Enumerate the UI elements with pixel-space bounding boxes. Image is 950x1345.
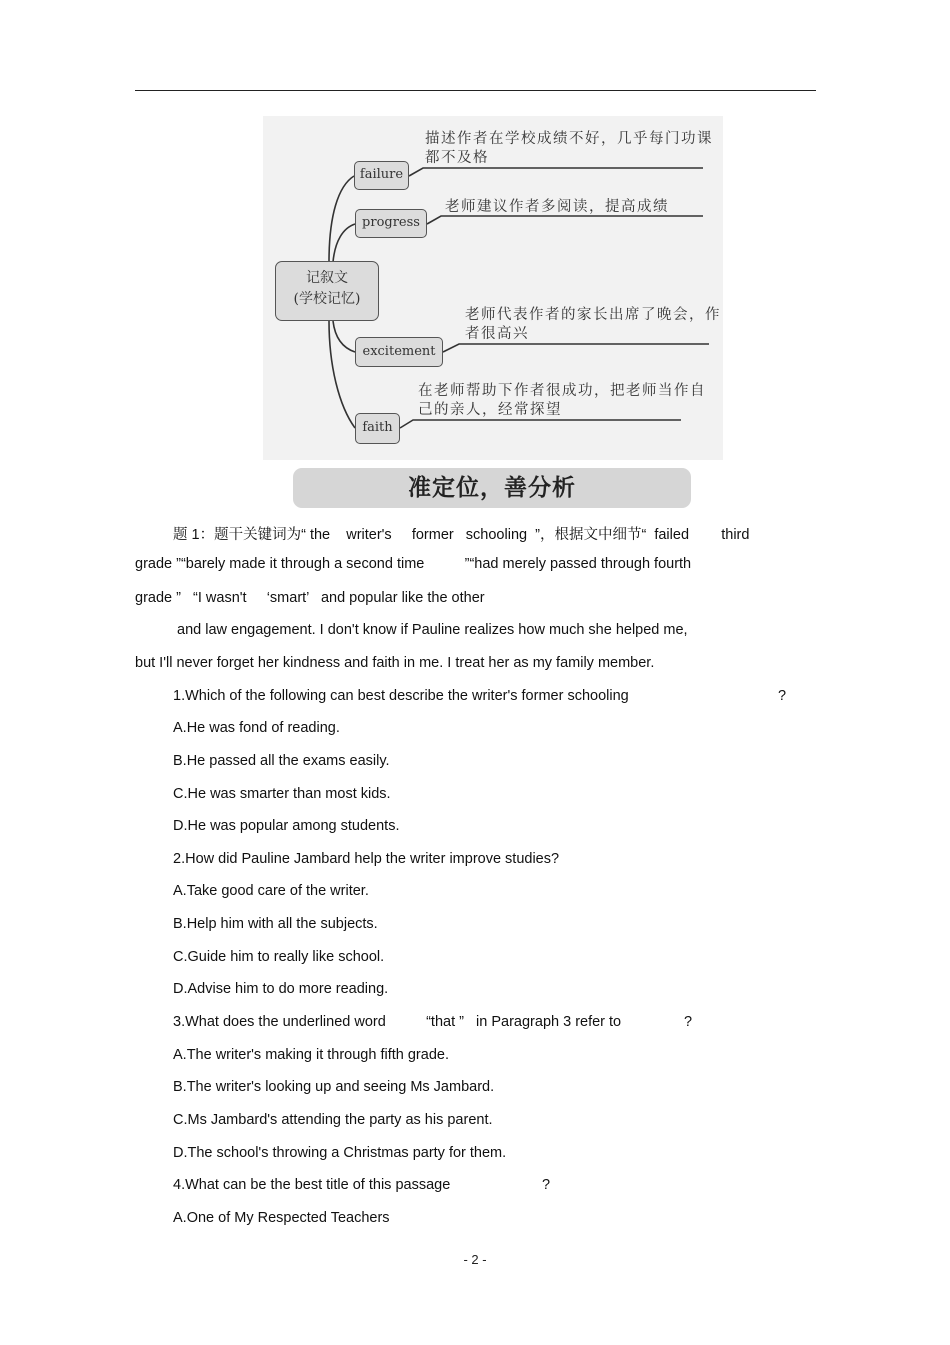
question-3-option-d: D.The school's throwing a Christmas party for them. (173, 1145, 507, 1161)
connector-faith (329, 321, 355, 428)
question-3-option-a: A.The writer's making it through fifth grade. (173, 1047, 449, 1063)
question-3-option-b: B.The writer's looking up and seeing Ms Jambard. (173, 1079, 495, 1095)
note-failure: 描述作者在学校成绩不好，几乎每门功课都不及格 (425, 131, 713, 166)
question-1-stem: 1.Which of the following can best describe the writer's former schooling (173, 688, 629, 704)
center-subtitle: (学校记忆) (293, 291, 361, 307)
underline-progress (427, 216, 703, 224)
question-2-option-b: B.Help him with all the subjects. (173, 916, 378, 932)
analysis-line-1: 题 1：题干关键词为“ the writer's former schooling ”，根据文中细节“ failed third (173, 527, 750, 543)
page-number: - 2 - (463, 1252, 487, 1267)
question-3-mark: ? (684, 1014, 693, 1030)
underline-faith (400, 420, 681, 428)
question-1-option-d: D.He was popular among students. (173, 818, 400, 834)
branch-failure: failure (354, 161, 409, 190)
note-progress: 老师建议作者多阅读，提高成绩 (445, 199, 669, 215)
header-rule (135, 90, 816, 91)
question-2-option-d: D.Advise him to do more reading. (173, 981, 389, 997)
analysis-line-2: grade ”“barely made it through a second time ”“had merely passed through fourth (135, 556, 692, 572)
question-4-mark: ? (542, 1177, 551, 1193)
question-3-option-c: C.Ms Jambard's attending the party as his parent. (173, 1112, 493, 1128)
question-1-option-a: A.He was fond of reading. (173, 720, 340, 736)
question-4-stem: 4.What can be the best title of this passage (173, 1177, 451, 1193)
connector-progress (333, 224, 355, 262)
question-1-option-c: C.He was smarter than most kids. (173, 786, 391, 802)
branch-progress: progress (355, 209, 427, 238)
branch-faith: faith (355, 413, 400, 444)
question-2-option-a: A.Take good care of the writer. (173, 883, 369, 899)
center-node (275, 261, 379, 321)
question-1-option-b: B.He passed all the exams easily. (173, 753, 390, 769)
passage-line-2: but I'll never forget her kindness and faith in me. I treat her as my family member. (135, 655, 655, 671)
mind-map-figure (263, 116, 723, 460)
connector-excitement (333, 321, 355, 352)
center-title: 记叙文 (306, 270, 348, 286)
note-excitement: 老师代表作者的家长出席了晚会，作者很高兴 (465, 307, 721, 342)
passage-line-1: and law engagement. I don't know if Pauline realizes how much she helped me, (177, 622, 688, 638)
question-3-stem: 3.What does the underlined word “that ” in Paragraph 3 refer to (173, 1014, 622, 1030)
question-2-stem: 2.How did Pauline Jambard help the writer improve studies? (173, 851, 560, 867)
underline-excitement (443, 344, 709, 352)
question-4-option-a: A.One of My Respected Teachers (173, 1210, 390, 1226)
analysis-line-3: grade ” “I wasn't ‘smart’ and popular like the other (135, 590, 485, 606)
question-2-option-c: C.Guide him to really like school. (173, 949, 385, 965)
note-faith: 在老师帮助下作者很成功，把老师当作自己的亲人，经常探望 (418, 383, 706, 418)
connector-failure (329, 176, 354, 262)
underline-failure (409, 168, 703, 176)
branch-excitement: excitement (355, 337, 443, 367)
question-1-mark: ? (778, 688, 787, 704)
section-banner: 准定位，善分析 (293, 468, 691, 508)
